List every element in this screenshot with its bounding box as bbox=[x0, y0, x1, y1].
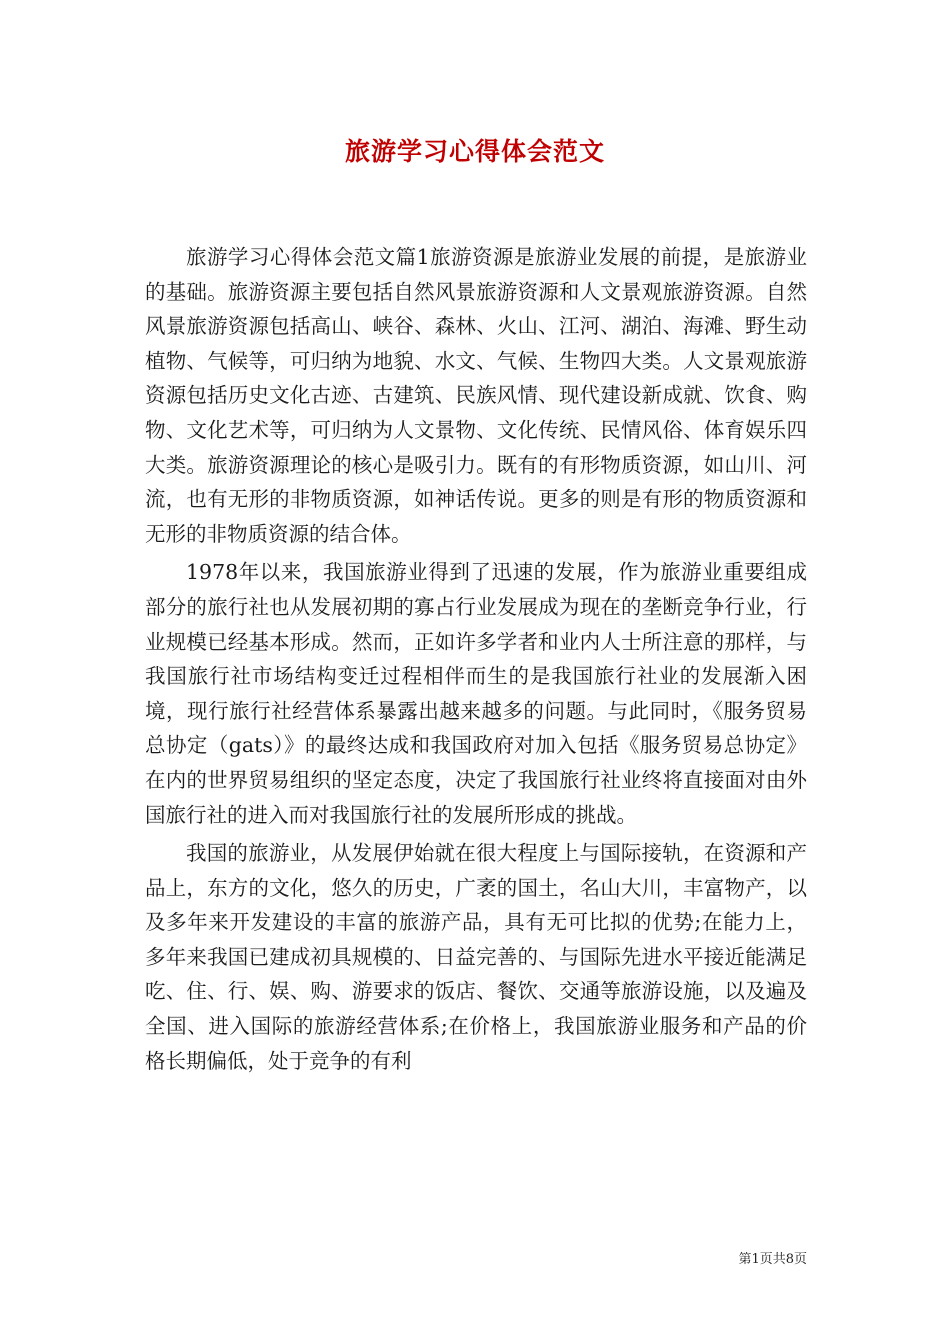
paragraph-3: 我国的旅游业，从发展伊始就在很大程度上与国际接轨，在资源和产品上，东方的文化，悠久的历史，广袤的国土，名山大川，丰富物产，以及多年来开发建设的丰富的旅游产品，具有无可比拟的优势;在能力上，多年来我国已建成初具规模的、日益完善的、与国际先进水平接近能满足吃、住、行、娱、购、游要求的饭店、餐饮、交通等旅游设施，以及遍及全国、进入国际的旅游经营体系;在价格上，我国旅游业服务和产品的价格长期偏低，处于竞争的有利 bbox=[145, 841, 807, 1073]
page-number: 第1页共8页 bbox=[738, 1252, 807, 1267]
document-body bbox=[145, 240, 807, 1082]
document-title: 旅游学习心得体会范文 bbox=[344, 137, 605, 166]
paragraph-2: 1978年以来，我国旅游业得到了迅速的发展，作为旅游业重要组成部分的旅行社也从发展初期的寡占行业发展成为现在的垄断竞争行业，行业规模已经基本形成。然而，正如许多学者和业内人士所注意的那样，与我国旅行社市场结构变迁过程相伴而生的是我国旅行社业的发展渐入困境，现行旅行社经营体系暴露出越来越多的问题。与此同时，《服务贸易总协定（gats）》的最终达成和我国政府对加入包括《服务贸易总协定》在内的世界贸易组织的坚定态度，决定了我国旅行社业终将直接面对由外国旅行社的进入而对我国旅行社的发展所形成的挑战。 bbox=[145, 560, 807, 827]
paragraph-1: 旅游学习心得体会范文篇1旅游资源是旅游业发展的前提，是旅游业的基础。旅游资源主要包括自然风景旅游资源和人文景观旅游资源。自然风景旅游资源包括高山、峡谷、森林、火山、江河、湖泊、海滩、野生动植物、气候等，可归纳为地貌、水文、气候、生物四大类。人文景观旅游资源包括历史文化古迹、古建筑、民族风情、现代建设新成就、饮食、购物、文化艺术等，可归纳为人文景物、文化传统、民情风俗、体育娱乐四大类。旅游资源理论的核心是吸引力。既有的有形物质资源，如山川、河流，也有无形的非物质资源，如神话传说。更多的则是有形的物质资源和无形的非物质资源的结合体。 bbox=[145, 245, 807, 546]
